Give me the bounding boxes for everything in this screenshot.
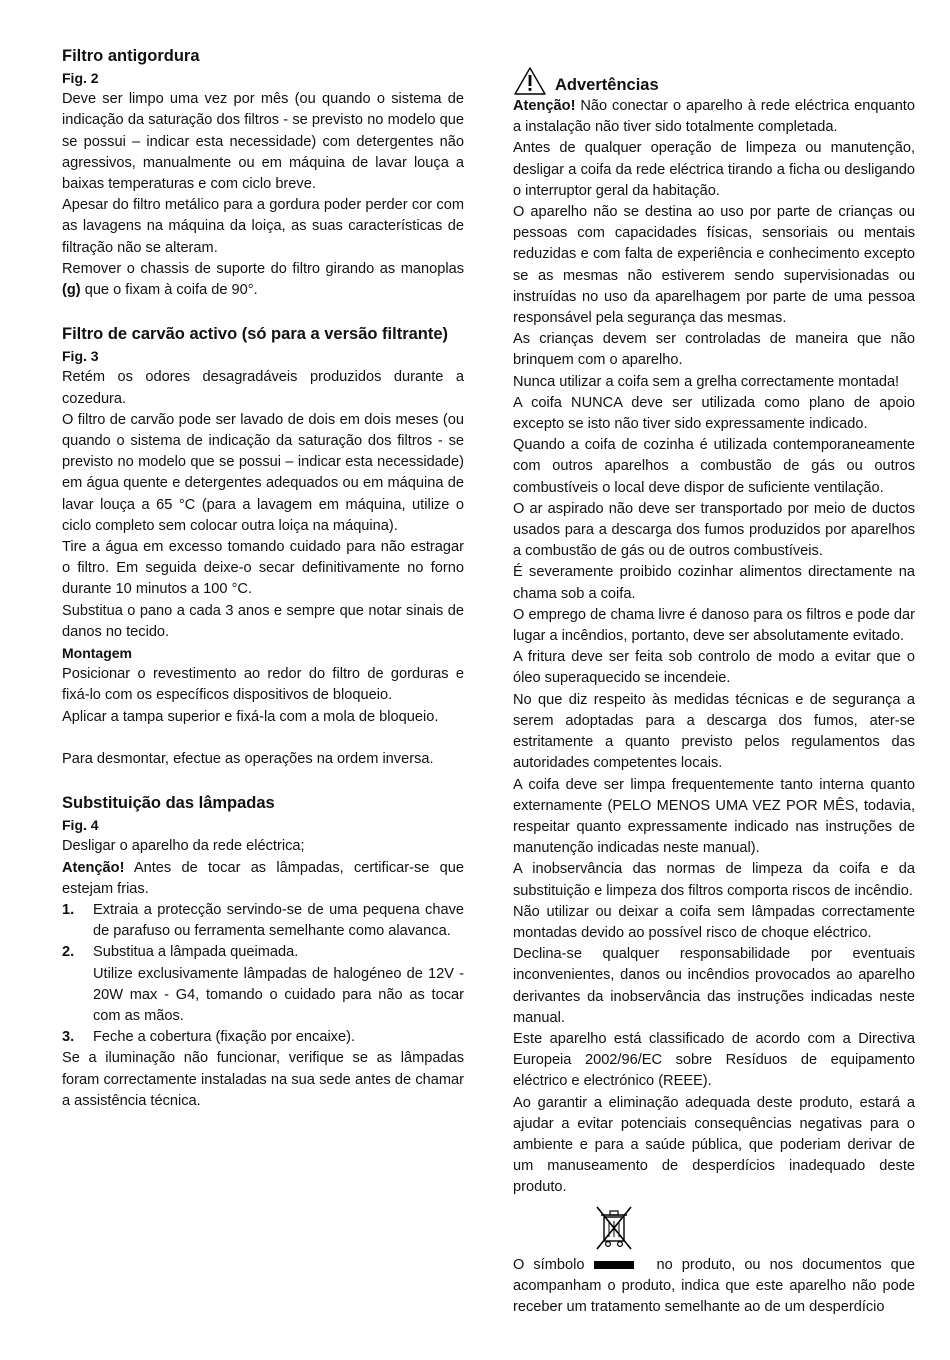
section-title-lamp-replacement: Substituição das lâmpadas bbox=[62, 794, 275, 813]
paragraph: Nunca utilizar a coifa sem a grelha correctamente montada! bbox=[513, 373, 900, 390]
section-title-warnings: Advertências bbox=[555, 76, 659, 94]
paragraph: O ar aspirado não deve ser transportado por meio de ductos usados para a descarga dos fumos produzidos por aparelhos a combustão de gás ou de outros combustíveis. bbox=[513, 500, 915, 560]
paragraph: As crianças devem ser controladas de maneira que não brinquem com o aparelho. bbox=[513, 331, 915, 369]
list-item: 1. Extraia a protecção servindo-se de uma pequena chave de parafuso ou ferramenta semelhante como alavanca. bbox=[62, 901, 464, 940]
paragraph: Deve ser limpo uma vez por mês (ou quando o sistema de indicação da saturação dos filtros - se previsto no modelo que se possui – indicar esta necessidade) com detergentes não agressivos, manualmente ou em máquina de lavar louça a baixas temperaturas e com ciclo breve. bbox=[62, 91, 464, 193]
crossed-bin-icon bbox=[592, 1205, 636, 1251]
paragraph: O emprego de chama livre é danoso para os filtros e pode dar lugar a incêndios, portanto, deve ser absolutamente evitado. bbox=[513, 606, 915, 645]
paragraph: A inobservância das normas de limpeza da coifa e da substituição e limpeza dos filtros comporta riscos de incêndio. bbox=[513, 861, 915, 899]
paragraph: Tire a água em excesso tomando cuidado para não estragar o filtro. Em seguida deixe-o secar definitivamente no forno durante 10 minutos a 100 °C. bbox=[62, 539, 464, 598]
paragraph: Substitua o pano a cada 3 anos e sempre que notar sinais de danos no tecido. bbox=[62, 602, 464, 640]
paragraph: A coifa NUNCA deve ser utilizada como plano de apoio excepto se isto não tiver sido expressamente indicado. bbox=[513, 394, 915, 433]
warnings-header bbox=[513, 52, 915, 96]
paragraph: No que diz respeito às medidas técnicas e de segurança a serem adoptadas para a descarga dos fumos, ater-se estritamente a quanto previsto pelos regulamentos das autoridades competentes locais. bbox=[513, 691, 915, 772]
paragraph: A fritura deve ser feita sob controlo de modo a evitar que o óleo superaquecido se incendeie. bbox=[513, 649, 915, 687]
paragraph: Não utilizar ou deixar a coifa sem lâmpadas correctamente montadas devido ao possível risco de choque eléctrico. bbox=[513, 903, 915, 941]
paragraph: O aparelho não se destina ao uso por parte de crianças ou pessoas com capacidades físicas, sensoriais ou mentais reduzidas e com falta de experiência e conhecimento excepto se as mesmas não estiverem sendo supervisionadas ou instruídas no uso da aparelhagem por parte de uma pessoa responsável pela segurança das mesmas. bbox=[513, 204, 915, 327]
paragraph: É severamente proibido cozinhar alimentos directamente na chama sob a coifa. bbox=[513, 564, 915, 602]
figure-ref: Fig. 4 bbox=[62, 817, 99, 834]
paragraph: A coifa deve ser limpa frequentemente tanto interna quanto externamente (PELO MENOS UMA VEZ POR MÊS, todavia, respeitar quanto expressamente indicado nas instruções de manutenção indicadas neste manual). bbox=[513, 776, 915, 857]
figure-ref: Fig. 2 bbox=[62, 70, 99, 86]
paragraph: Para desmontar, efectue as operações na ordem inversa. bbox=[62, 750, 434, 767]
paragraph: Declina-se qualquer responsabilidade por eventuais inconvenientes, danos ou incêndios provocados ao aparelho derivantes da inobservância das instruções indicadas neste manual. bbox=[513, 946, 915, 1026]
subsection-title-assembly: Montagem bbox=[62, 645, 132, 662]
weee-bar-symbol bbox=[594, 1261, 634, 1269]
figure-ref: Fig. 3 bbox=[62, 348, 99, 365]
paragraph: Remover o chassis de suporte do filtro girando as manoplas (g) que o fixam à coifa de 90°. bbox=[62, 260, 464, 299]
list-item: 3. Feche a cobertura (fixação por encaixe). bbox=[62, 1029, 356, 1046]
weee-symbol-area bbox=[513, 1205, 915, 1251]
list-item: 2. Substitua a lâmpada queimada. Utilize exclusivamente lâmpadas de halogéneo de 12V - 20W max - G4, tomando o cuidado para não as tocar com as mãos. bbox=[62, 944, 464, 1024]
paragraph: Este aparelho está classificado de acordo com a Directiva Europeia 2002/96/EC sobre Resíduos de equipamento eléctrico e electrónico (REEE). bbox=[513, 1030, 915, 1090]
paragraph: Atenção! Não conectar o aparelho à rede eléctrica enquanto a instalação não tiver sido totalmente completada. bbox=[513, 98, 915, 136]
paragraph: Apesar do filtro metálico para a gordura poder perder cor com as lavagens na máquina da loiça, as suas características de filtração não se alteram. bbox=[62, 197, 464, 256]
paragraph: Se a iluminação não funcionar, verifique se as lâmpadas foram correctamente instaladas na sua sede antes de chamar a assistência técnica. bbox=[62, 1050, 464, 1109]
paragraph: Retém os odores desagradáveis produzidos durante a cozedura. bbox=[62, 369, 464, 407]
paragraph: O símbolo no produto, ou nos documentos que acompanham o produto, indica que este aparelho não pode receber um tratamento semelhante ao de um desperdício bbox=[513, 1256, 915, 1315]
paragraph: Ao garantir a eliminação adequada deste produto, estará a ajudar a evitar potenciais consequências negativas para o ambiente e para a saúde pública, que poderiam derivar de um manuseamento de desperdícios inadequado deste produto. bbox=[513, 1094, 915, 1196]
paragraph: Desligar o aparelho da rede eléctrica; bbox=[62, 838, 305, 855]
paragraph: Atenção! Antes de tocar as lâmpadas, certificar-se que estejam frias. bbox=[62, 859, 464, 897]
steps-list bbox=[62, 900, 464, 1048]
paragraph: O filtro de carvão pode ser lavado de dois em dois meses (ou quando o sistema de indicação da saturação dos filtros - se previsto no modelo que se possui – indicar esta necessidade) em água quente e detergentes adequados ou em máquina de lavar louça a 65 °C (para a lavagem em máquina, utilize o ciclo completo sem colocar outra loiça na máquina). bbox=[62, 411, 464, 534]
paragraph: Quando a coifa de cozinha é utilizada contemporaneamente com outros aparelhos a combustão de gás ou outros combustíveis o local deve dispor de suficiente ventilação. bbox=[513, 437, 915, 496]
section-title-grease-filter: Filtro antigordura bbox=[62, 47, 200, 65]
right-column bbox=[513, 52, 915, 1318]
paragraph: Posicionar o revestimento ao redor do filtro de gorduras e fixá-lo com os específicos dispositivos de bloqueio. bbox=[62, 666, 464, 704]
warning-icon bbox=[513, 66, 547, 96]
left-column bbox=[62, 44, 464, 1112]
paragraph: Antes de qualquer operação de limpeza ou manutenção, desligar a coifa da rede eléctrica tirando a ficha ou desligando o interruptor geral da habitação. bbox=[513, 140, 915, 199]
paragraph: Aplicar a tampa superior e fixá-la com a mola de bloqueio. bbox=[62, 708, 439, 725]
section-title-carbon-filter: Filtro de carvão activo (só para a versão filtrante) bbox=[62, 325, 449, 344]
